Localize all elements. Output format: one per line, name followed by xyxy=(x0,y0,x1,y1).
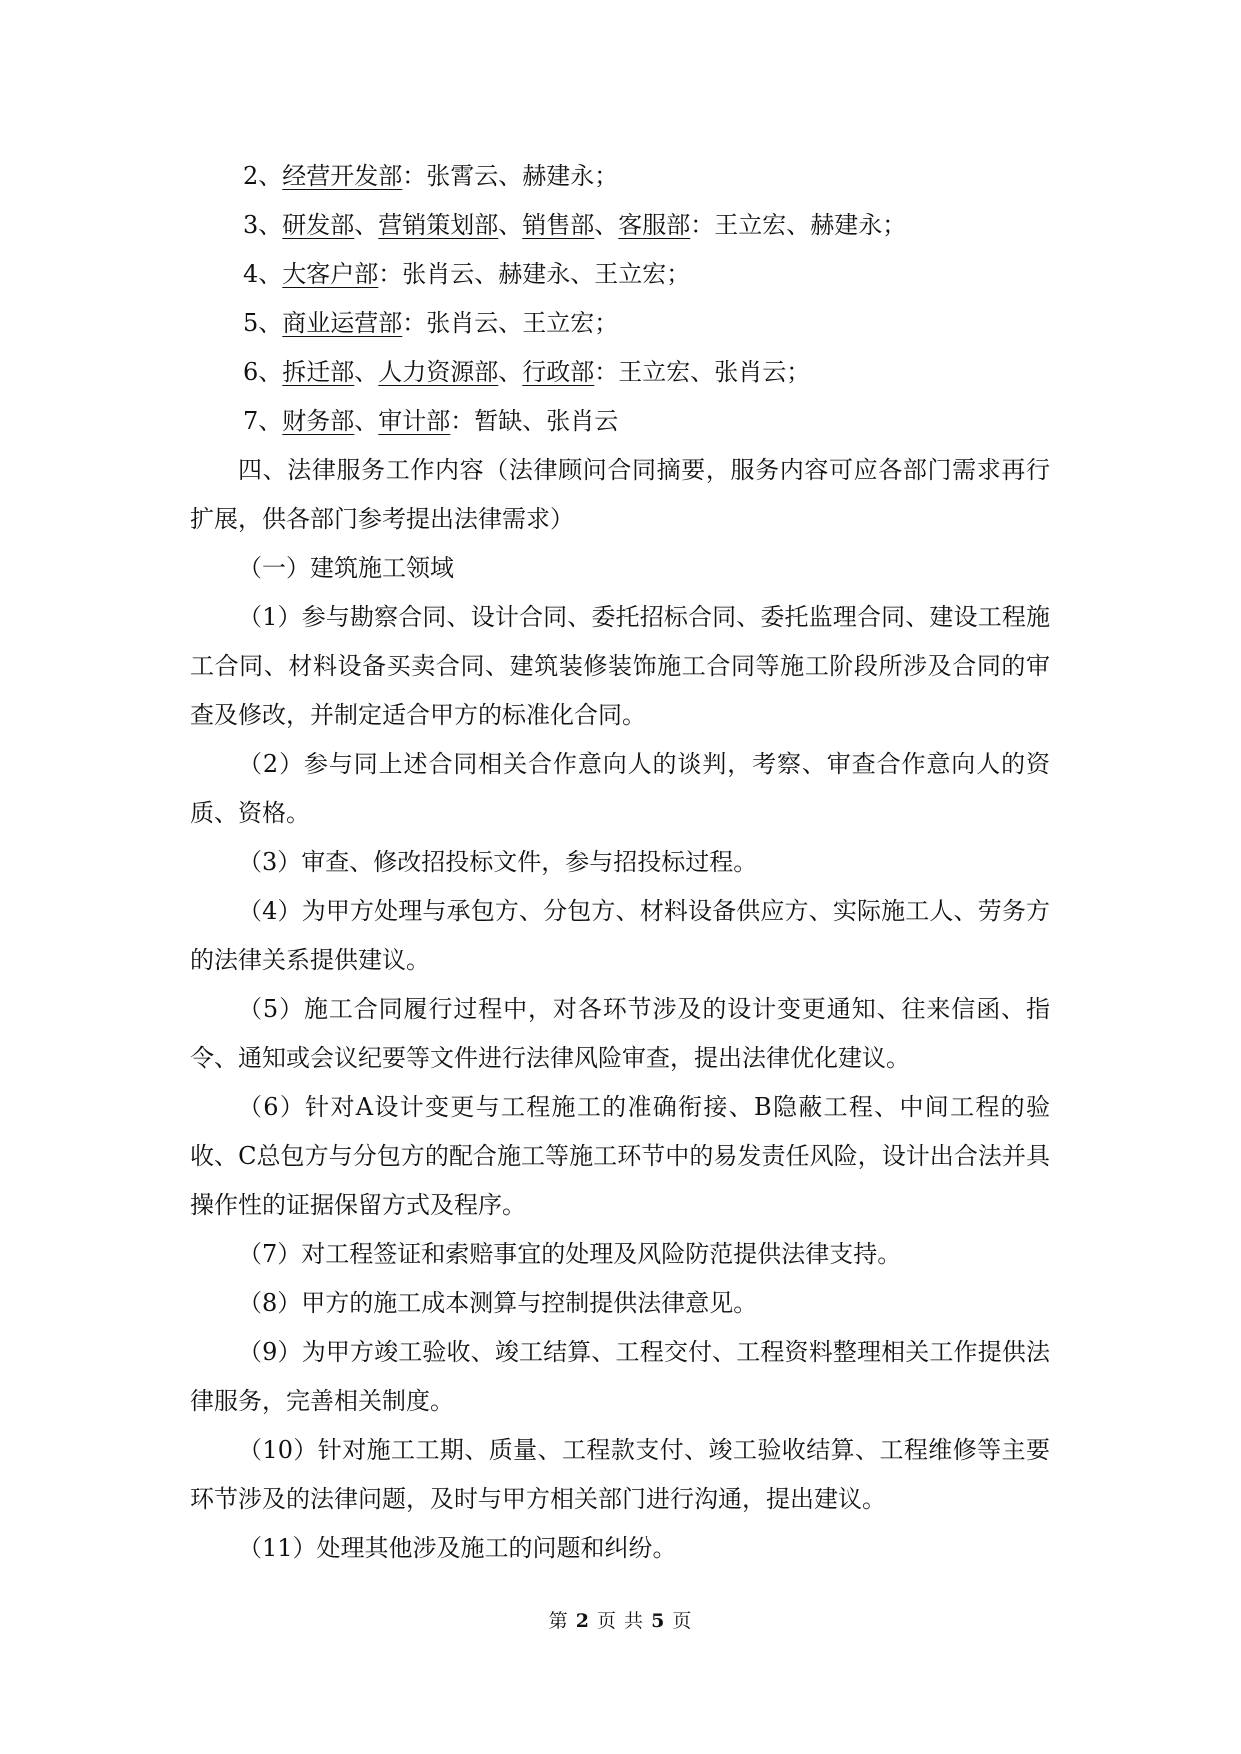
page-footer xyxy=(0,1606,1241,1633)
department-name: 经营开发部 xyxy=(282,162,403,190)
footer-middle: 页 共 xyxy=(596,1610,645,1632)
department-assignment-list xyxy=(190,152,1050,446)
assignment-line xyxy=(190,152,1050,201)
service-item: （8）甲方的施工成本测算与控制提供法律意见。 xyxy=(238,1289,758,1317)
assignment-line xyxy=(190,397,1050,446)
assigned-people: ：张肖云、王立宏； xyxy=(402,309,619,337)
assigned-people: ：张肖云、赫建永、王立宏； xyxy=(378,260,691,288)
service-item: （10）针对施工工期、质量、工程款支付、竣工验收结算、工程维修等主要环节涉及的法律问题，及时与甲方相关部门进行沟通，提出建议。 xyxy=(190,1436,1050,1513)
assignment-number: 2、 xyxy=(243,162,283,190)
service-item: （1）参与勘察合同、设计合同、委托招标合同、委托监理合同、建设工程施工合同、材料设备买卖合同、建筑装修装饰施工合同等施工阶段所涉及合同的审查及修改，并制定适合甲方的标准化合同。 xyxy=(190,603,1050,729)
department-name: 营销策划部 xyxy=(378,211,499,239)
department-name: 销售部 xyxy=(522,211,595,239)
footer-prefix: 第 xyxy=(548,1610,569,1632)
total-page-number: 5 xyxy=(651,1610,666,1632)
service-item: （5）施工合同履行过程中，对各环节涉及的设计变更通知、往来信函、指令、通知或会议纪要等文件进行法律风险审查，提出法律优化建议。 xyxy=(190,995,1050,1072)
footer-suffix: 页 xyxy=(672,1610,693,1632)
department-name: 研发部 xyxy=(282,211,355,239)
service-item: （11）处理其他涉及施工的问题和纠纷。 xyxy=(238,1534,677,1562)
service-item-list xyxy=(190,593,1050,1573)
assignment-number: 7、 xyxy=(243,407,283,435)
section-4-heading: 四、法律服务工作内容（法律顾问合同摘要，服务内容可应各部门需求再行扩展，供各部门参考提出法律需求） xyxy=(190,456,1050,533)
separator: 、 xyxy=(498,211,523,239)
assignment-number: 6、 xyxy=(243,358,283,386)
department-name: 客服部 xyxy=(618,211,691,239)
department-name: 商业运营部 xyxy=(282,309,403,337)
department-name: 审计部 xyxy=(378,407,451,435)
service-item: （2）参与同上述合同相关合作意向人的谈判，考察、审查合作意向人的资质、资格。 xyxy=(190,750,1050,827)
service-item: （6）针对A设计变更与工程施工的准确衔接、B隐蔽工程、中间工程的验收、C总包方与分包方的配合施工等施工环节中的易发责任风险，设计出合法并具操作性的证据保留方式及程序。 xyxy=(190,1093,1050,1219)
page-content xyxy=(190,152,1050,1573)
department-name: 大客户部 xyxy=(282,260,379,288)
service-item: （4）为甲方处理与承包方、分包方、材料设备供应方、实际施工人、劳务方的法律关系提供建议。 xyxy=(190,897,1050,974)
assignment-line xyxy=(190,201,1050,250)
department-name: 拆迁部 xyxy=(282,358,355,386)
subsection-1-heading: （一）建筑施工领域 xyxy=(238,554,454,582)
separator: 、 xyxy=(354,358,379,386)
separator: 、 xyxy=(498,358,523,386)
current-page-number: 2 xyxy=(575,1610,590,1632)
service-item: （3）审查、修改招投标文件，参与招投标过程。 xyxy=(238,848,758,876)
assignment-number: 5、 xyxy=(243,309,283,337)
separator: 、 xyxy=(354,407,379,435)
assignment-number: 4、 xyxy=(243,260,283,288)
assigned-people: ：张霄云、赫建永； xyxy=(402,162,619,190)
assignment-line xyxy=(190,250,1050,299)
assignment-line xyxy=(190,299,1050,348)
assigned-people: ：王立宏、赫建永； xyxy=(690,211,907,239)
department-name: 财务部 xyxy=(282,407,355,435)
service-item: （7）对工程签证和索赔事宜的处理及风险防范提供法律支持。 xyxy=(238,1240,902,1268)
assigned-people: ：暂缺、张肖云 xyxy=(450,407,619,435)
assignment-line xyxy=(190,348,1050,397)
department-name: 行政部 xyxy=(522,358,595,386)
service-item: （9）为甲方竣工验收、竣工结算、工程交付、工程资料整理相关工作提供法律服务，完善相关制度。 xyxy=(190,1338,1050,1415)
separator: 、 xyxy=(594,211,619,239)
separator: 、 xyxy=(354,211,379,239)
assignment-number: 3、 xyxy=(243,211,283,239)
department-name: 人力资源部 xyxy=(378,358,499,386)
assigned-people: ：王立宏、张肖云； xyxy=(594,358,811,386)
